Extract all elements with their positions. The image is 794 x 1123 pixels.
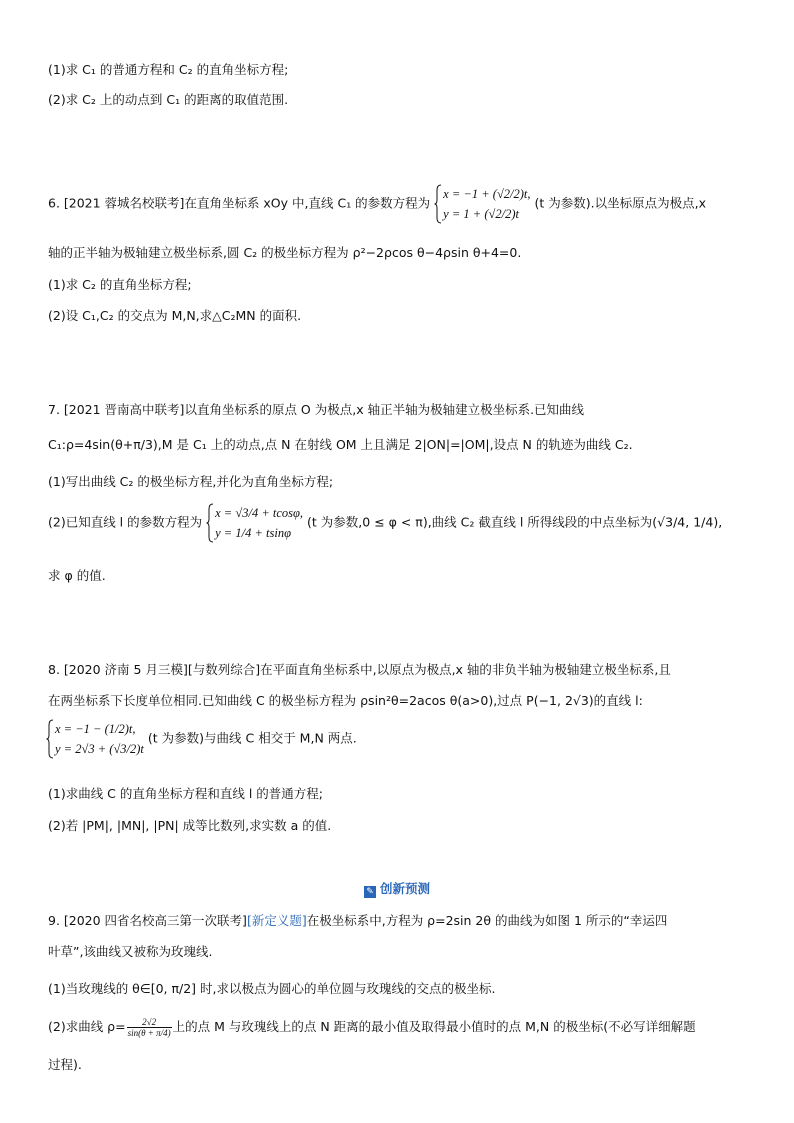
q9-heading bbox=[48, 911, 667, 929]
q6-part1: (1)求 C₂ 的直角坐标方程; bbox=[48, 277, 192, 292]
section-title bbox=[0, 879, 794, 898]
q7-part2-pre: (2)已知直线 l 的参数方程为 bbox=[48, 514, 203, 530]
q9-part2 bbox=[48, 1017, 696, 1038]
q8-system-line bbox=[46, 719, 357, 759]
q8-part2: (2)若 |PM|, |MN|, |PN| 成等比数列,求实数 a 的值. bbox=[48, 818, 332, 833]
q9-part2-post: 上的点 M 与玫瑰线上的点 N 距离的最小值及取得最小值时的点 M,N 的极坐标(不必写详细解题 bbox=[172, 1019, 696, 1034]
q6-parametric-system bbox=[434, 184, 530, 224]
q9-frac-num: 2√2 bbox=[127, 1017, 172, 1028]
q8-eq2: y = 2√3 + (√3/2)t bbox=[55, 742, 144, 756]
brace-icon bbox=[46, 719, 54, 759]
q8-part1: (1)求曲线 C 的直角坐标方程和直线 l 的普通方程; bbox=[48, 786, 324, 801]
q9-part2-end: 过程). bbox=[48, 1057, 82, 1072]
q6-line2: 轴的正半轴为极轴建立极坐标系,圆 C₂ 的极坐标方程为 ρ²−2ρcos θ−4ρsin θ+4=0. bbox=[48, 245, 522, 260]
brace-icon bbox=[206, 503, 214, 543]
q5-part2: (2)求 C₂ 上的动点到 C₁ 的距离的取值范围. bbox=[48, 92, 289, 107]
q6-eq1: x = −1 + (√2/2)t, bbox=[443, 187, 531, 201]
q5-part1: (1)求 C₁ 的普通方程和 C₂ 的直角坐标方程; bbox=[48, 62, 289, 77]
q7-part2 bbox=[48, 503, 722, 543]
q8-param-note: (t 为参数)与曲线 C 相交于 M,N 两点. bbox=[147, 730, 357, 746]
q7-eq1: x = √3/4 + tcosφ, bbox=[215, 506, 304, 520]
q6-heading bbox=[48, 184, 706, 224]
q9-frac-den: sin(θ + π/4) bbox=[127, 1028, 171, 1038]
q7-heading: 7. [2021 晋南高中联考]以直角坐标系的原点 O 为极点,x 轴正半轴为极轴建立极坐标系.已知曲线 bbox=[48, 402, 585, 417]
pencil-icon: ✎ bbox=[364, 886, 376, 898]
q6-head-text: 6. [2021 蓉城名校联考]在直角坐标系 xOy 中,直线 C₁ 的参数方程为 bbox=[48, 195, 431, 211]
q7-part2-post: (t 为参数,0 ≤ φ < π),曲线 C₂ 截直线 l 所得线段的中点坐标为(√3/4, 1/4), bbox=[307, 514, 723, 530]
brace-icon bbox=[434, 184, 442, 224]
q8-line2: 在两坐标系下长度单位相同.已知曲线 C 的极坐标方程为 ρsin²θ=2acos θ(a>0),过点 P(−1, 2√3)的直线 l: bbox=[48, 693, 643, 708]
q9-head-post: 在极坐标系中,方程为 ρ=2sin 2θ 的曲线为如图 1 所示的“幸运四 bbox=[306, 913, 668, 928]
q9-part2-pre: (2)求曲线 ρ= bbox=[48, 1019, 126, 1034]
q9-line2: 叶草”,该曲线又被称为玫瑰线. bbox=[48, 944, 213, 959]
q7-part1: (1)写出曲线 C₂ 的极坐标方程,并化为直角坐标方程; bbox=[48, 474, 334, 489]
q6-param-note: (t 为参数).以坐标原点为极点,x bbox=[534, 195, 707, 211]
q6-eq2: y = 1 + (√2/2)t bbox=[443, 207, 519, 221]
q9-head-pre: 9. [2020 四省名校高三第一次联考] bbox=[48, 913, 247, 928]
q9-part1: (1)当玫瑰线的 θ∈[0, π/2] 时,求以极点为圆心的单位圆与玫瑰线的交点的极坐标. bbox=[48, 981, 496, 996]
q9-fraction bbox=[127, 1017, 172, 1038]
q9-tag: [新定义题] bbox=[246, 913, 307, 928]
section-title-text: 创新预测 bbox=[379, 881, 430, 896]
q8-parametric-system bbox=[46, 719, 144, 759]
q8-heading: 8. [2020 济南 5 月三模][与数列综合]在平面直角坐标系中,以原点为极点,x 轴的非负半轴为极轴建立极坐标系,且 bbox=[48, 662, 671, 677]
q7-parametric-system bbox=[206, 503, 303, 543]
q6-part2: (2)设 C₁,C₂ 的交点为 M,N,求△C₂MN 的面积. bbox=[48, 308, 302, 323]
q7-line2: C₁:ρ=4sin(θ+π/3),M 是 C₁ 上的动点,点 N 在射线 OM 上且满足 2|ON|=|OM|,设点 N 的轨迹为曲线 C₂. bbox=[48, 437, 633, 452]
q7-eq2: y = 1/4 + tsinφ bbox=[215, 526, 291, 540]
q8-eq1: x = −1 − (1/2)t, bbox=[55, 722, 136, 736]
q7-part2-end: 求 φ 的值. bbox=[48, 568, 106, 583]
